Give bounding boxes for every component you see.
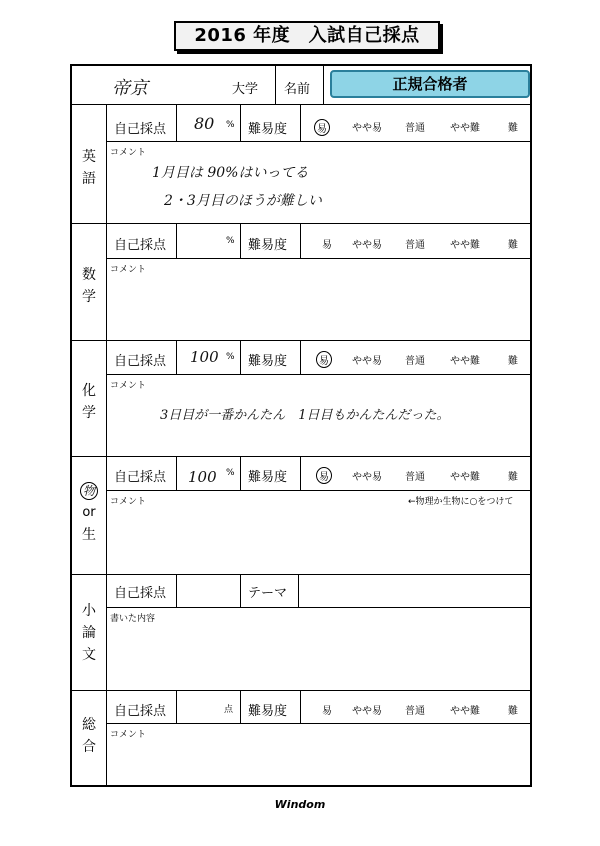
difficulty-option-easy[interactable]: 易 [316, 467, 332, 484]
difficulty-option-normal[interactable]: 普通 [405, 472, 425, 483]
difficulty-option-normal[interactable]: 普通 [405, 123, 425, 134]
score-label: 自己採点 [114, 586, 167, 601]
score-label: 自己採点 [114, 704, 167, 719]
chemistry-score[interactable]: 100 [190, 348, 219, 366]
chemistry-comment-line-1[interactable]: 3日目が一番かんたん 1日目もかんたんだった。 [160, 408, 450, 423]
difficulty-option-hard[interactable]: 難 [508, 472, 518, 483]
score-label: 自己採点 [114, 470, 167, 485]
english-comment-line-1[interactable]: 1月目は 90%はいってる [152, 165, 309, 181]
subject-english: 英 語 [82, 149, 96, 187]
comment-label: コメント [110, 730, 147, 740]
difficulty-label: 難易度 [248, 354, 288, 369]
theme-label: テーマ [248, 586, 288, 601]
subject-physics-or-biology: 物 or 生 [72, 480, 106, 546]
score-label: 自己採点 [114, 122, 167, 137]
difficulty-option-somewhat-easy[interactable]: やや易 [352, 123, 382, 134]
difficulty-option-hard[interactable]: 難 [508, 240, 518, 251]
written-content-label: 書いた内容 [110, 614, 156, 624]
comment-label: コメント [110, 148, 147, 158]
name-label: 名前 [284, 82, 311, 97]
comment-label: コメント [110, 497, 147, 507]
difficulty-option-normal[interactable]: 普通 [405, 356, 425, 367]
difficulty-option-somewhat-hard[interactable]: やや難 [450, 472, 480, 483]
score-label: 自己採点 [114, 354, 167, 369]
percent-label: % [226, 120, 235, 130]
subject-total: 総 合 [82, 717, 96, 755]
difficulty-option-somewhat-easy[interactable]: やや易 [352, 356, 382, 367]
difficulty-option-normal[interactable]: 普通 [405, 240, 425, 251]
difficulty-option-somewhat-easy[interactable]: やや易 [352, 706, 382, 717]
comment-label: コメント [110, 381, 147, 391]
difficulty-option-easy[interactable]: 易 [314, 119, 330, 136]
difficulty-option-hard[interactable]: 難 [508, 706, 518, 717]
difficulty-option-somewhat-hard[interactable]: やや難 [450, 356, 480, 367]
physics-bio-score[interactable]: 100 [188, 468, 217, 486]
percent-label: % [226, 236, 235, 246]
difficulty-option-normal[interactable]: 普通 [405, 706, 425, 717]
difficulty-option-hard[interactable]: 難 [508, 123, 518, 134]
percent-label: % [226, 468, 235, 478]
difficulty-option-hard[interactable]: 難 [508, 356, 518, 367]
difficulty-label: 難易度 [248, 238, 288, 253]
difficulty-option-somewhat-easy[interactable]: やや易 [352, 240, 382, 251]
footer-brand: Windom [274, 798, 326, 811]
page-title: 2016 年度 入試自己採点 [174, 21, 440, 51]
difficulty-option-somewhat-hard[interactable]: やや難 [450, 123, 480, 134]
university-value: 帝京 [112, 78, 148, 99]
score-sheet [70, 64, 532, 787]
score-label: 自己採点 [114, 238, 167, 253]
english-score[interactable]: 80 [194, 114, 215, 133]
english-comment-line-2[interactable]: 2・3月目のほうが難しい [164, 193, 322, 209]
difficulty-label: 難易度 [248, 470, 288, 485]
percent-label: % [226, 352, 235, 362]
name-value: 正規合格者 [330, 70, 530, 98]
difficulty-option-easy[interactable]: 易 [316, 351, 332, 368]
point-label: 点 [224, 705, 234, 715]
difficulty-option-somewhat-hard[interactable]: やや難 [450, 706, 480, 717]
difficulty-option-somewhat-hard[interactable]: やや難 [450, 240, 480, 251]
difficulty-label: 難易度 [248, 122, 288, 137]
comment-label: コメント [110, 265, 147, 275]
difficulty-option-somewhat-easy[interactable]: やや易 [352, 472, 382, 483]
difficulty-option-easy[interactable]: 易 [322, 706, 332, 717]
subject-essay: 小 論 文 [82, 603, 96, 663]
difficulty-label: 難易度 [248, 704, 288, 719]
subject-math: 数 学 [82, 267, 96, 305]
university-label: 大学 [232, 82, 259, 97]
subject-chemistry: 化 学 [82, 383, 96, 421]
difficulty-option-easy[interactable]: 易 [322, 240, 332, 251]
physics-bio-note: ←物理か生物に○をつけて [408, 497, 514, 507]
